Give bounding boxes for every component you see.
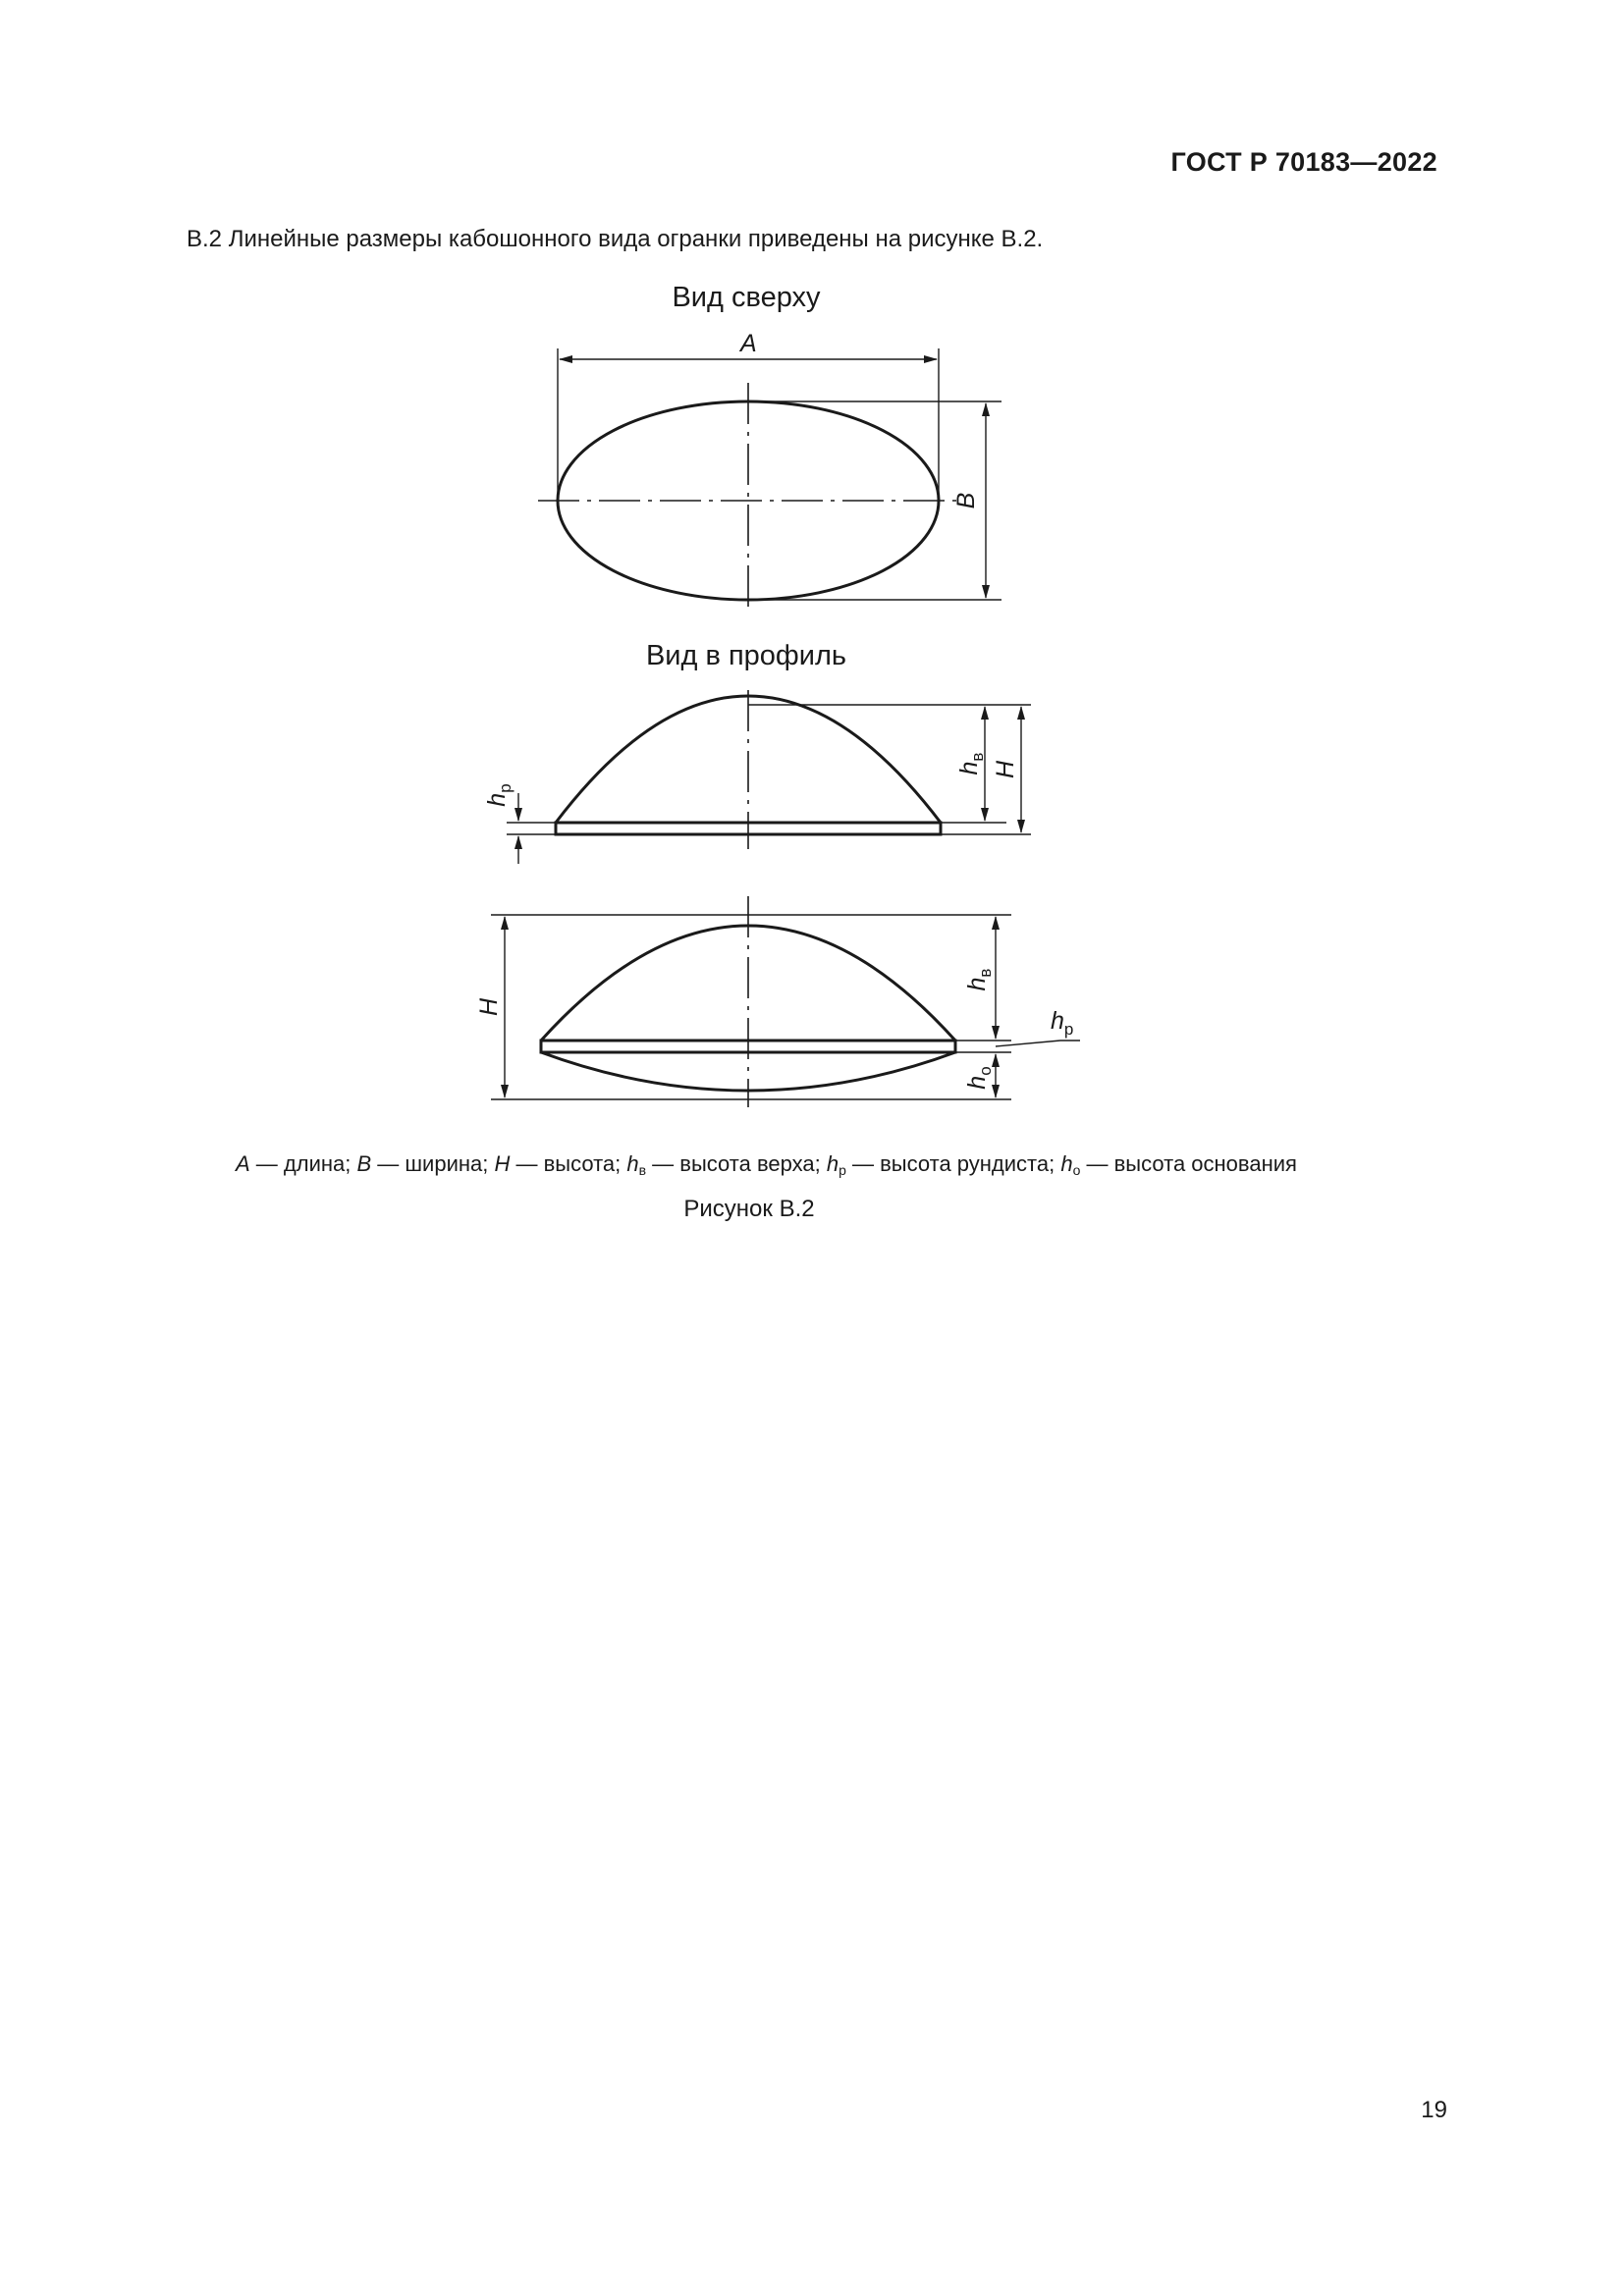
- legend-item-length: A — длина;: [236, 1151, 357, 1176]
- label-a: A: [740, 330, 757, 357]
- label-b: B: [952, 492, 980, 509]
- page-number: 19: [1421, 2097, 1447, 2123]
- label-profile1-hv: $h_в$: [955, 752, 987, 775]
- document-header: ГОСТ Р 70183—2022: [1170, 147, 1437, 177]
- legend-item-base-height: $h_о$ — высота основания: [1060, 1151, 1297, 1178]
- label-profile2-h: H: [475, 997, 503, 1017]
- label-profile1-h: H: [992, 760, 1019, 779]
- figure-caption: Рисунок В.2: [683, 1196, 815, 1222]
- label-profile1-hr: $h_р$: [483, 783, 514, 807]
- profile2-hr-leader: [996, 1041, 1060, 1046]
- legend-item-width: B — ширина;: [356, 1151, 495, 1176]
- label-profile2-hr: $h_р$: [1051, 1007, 1074, 1039]
- top-view-title: Вид сверху: [672, 282, 821, 313]
- label-profile2-ho: $h_о$: [963, 1066, 995, 1090]
- legend-item-crown-height: $h_в$ — высота верха;: [626, 1151, 827, 1178]
- paragraph-b2: В.2 Линейные размеры кабошонного вида огранки приведены на рисунке В.2.: [187, 226, 1044, 252]
- figure-legend: [236, 1151, 1297, 1178]
- legend-item-girdle-height: $h_р$ — высота рундиста;: [826, 1151, 1061, 1178]
- profile-view-title: Вид в профиль: [645, 640, 847, 671]
- label-profile2-hv: $h_в$: [963, 968, 995, 991]
- legend-item-height: H — высота;: [494, 1151, 627, 1176]
